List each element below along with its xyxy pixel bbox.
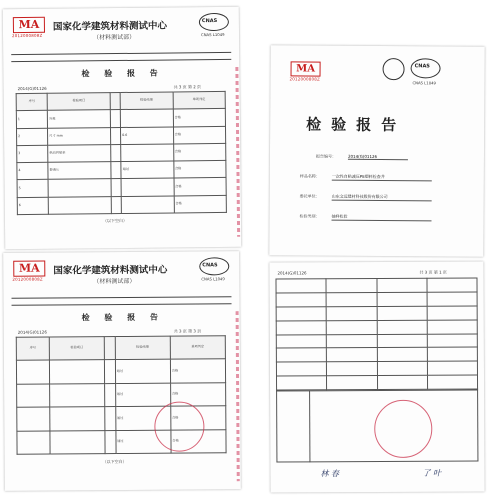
institute-name: 国家化学建筑材料测试中心 [52, 20, 168, 33]
cell: 5 [17, 180, 48, 198]
cma-logo: MA [13, 17, 45, 33]
report-page-2-top [3, 7, 242, 249]
cell: 合格 [173, 161, 226, 179]
report-title: 检验报告 [306, 115, 407, 135]
institute-name: 国家化学建筑材料测试中心 [53, 264, 168, 277]
inspection-seal-icon [374, 400, 432, 458]
cell: 通过 [115, 406, 170, 430]
results-table [16, 91, 227, 215]
cell: 合格 [171, 429, 226, 453]
cell [105, 383, 116, 406]
cell [17, 407, 50, 431]
cell [121, 144, 174, 162]
field-label: 委托单位： [299, 193, 320, 199]
cell: 6 [17, 197, 48, 215]
header-rule [11, 59, 231, 62]
col-header: 序号 [16, 93, 47, 111]
report-number: 2014(G)01126 [17, 329, 47, 335]
cell [49, 383, 104, 407]
cell [111, 144, 121, 161]
cell [121, 196, 174, 214]
header-rule [11, 296, 231, 298]
cell [105, 407, 116, 430]
page-number: 共 3 页 第 1 页 [419, 269, 447, 275]
cell: 通过 [115, 430, 170, 454]
report-title: 检 验 报 告 [81, 67, 164, 79]
cnas-number: CNAS L1049 [201, 276, 225, 282]
cell [110, 110, 120, 127]
cma-logo: MA [13, 261, 45, 277]
seam-stamp [236, 311, 240, 481]
signature-right: 了 叶 [422, 468, 442, 478]
col-header: 检验结果 [115, 336, 170, 360]
cell: 通过 [121, 161, 174, 179]
cell: 纵向回缩率 [48, 144, 111, 162]
cell: 静液压 [48, 162, 111, 180]
sample-info-table [275, 277, 478, 390]
cnas-text: CNAS [202, 262, 218, 269]
seam-stamp [235, 67, 240, 237]
cma-code: 2012000808Z [12, 32, 43, 39]
cell [17, 384, 50, 408]
cell [120, 109, 173, 127]
cell: 合格 [171, 406, 226, 430]
report-title: 检 验 报 告 [81, 311, 165, 323]
field-value: 抽样检验 [332, 214, 432, 222]
col-header: 单项判定 [173, 91, 226, 109]
cell [49, 360, 104, 384]
cell: 合格 [170, 383, 225, 407]
cell: 合格 [173, 126, 226, 144]
cell [48, 179, 111, 197]
signature-left: 林 春 [320, 469, 340, 479]
cma-code: 2012000808Z [289, 76, 320, 82]
institute-sub: （材料测试部） [93, 277, 136, 286]
cnas-number: CNAS L1049 [412, 80, 436, 86]
report-cover [269, 45, 484, 256]
field-value: 一次性自粘减压PE塑料检查井 [332, 174, 432, 182]
cma-code: 2012000808Z [12, 276, 43, 282]
cell [50, 430, 105, 454]
cell: 1 [16, 111, 47, 129]
cnas-text: CNAS [201, 17, 218, 25]
cell: 合格 [170, 359, 225, 383]
cell: 3 [17, 145, 48, 163]
inspection-seal-icon [154, 401, 204, 451]
cell: 通过 [115, 383, 170, 407]
cell [48, 196, 111, 214]
blank-note: （以下空白） [102, 217, 127, 224]
cell: 0.6 [121, 127, 174, 145]
cell [111, 196, 121, 213]
page-number: 共 3 页 第 2 页 [173, 84, 202, 90]
cma-logo: MA [291, 61, 321, 76]
header-rule [11, 52, 231, 55]
field-label: 样品名称： [299, 173, 320, 179]
table-row [17, 195, 226, 215]
col-header: 单项判定 [170, 336, 225, 360]
page-number: 共 3 页 第 3 页 [173, 328, 202, 334]
col-header [104, 337, 115, 360]
table-row [16, 109, 225, 128]
header-rule [12, 303, 232, 305]
col-header: 序号 [16, 337, 49, 361]
cell [111, 179, 121, 196]
report-page-3-bottom [3, 251, 241, 491]
ilac-mra-logo-icon [382, 58, 404, 80]
table-row [16, 126, 225, 145]
cell [16, 360, 49, 384]
report-number: 2014(G)01126 [277, 270, 307, 276]
table-row [17, 143, 226, 162]
cnas-text: CNAS [414, 63, 430, 70]
cell [111, 162, 121, 179]
col-header: 检验项目 [49, 337, 104, 361]
table-row [16, 359, 225, 384]
field-value: 山东文远建材科技股份有限公司 [332, 194, 432, 202]
cell: 合格 [174, 195, 227, 213]
field-label: 检验类别： [299, 213, 320, 219]
cell: 合格 [173, 109, 226, 127]
report-number-label: 报告编号： [315, 153, 336, 159]
blank-note: （以下空白） [102, 458, 127, 465]
table-row [17, 383, 226, 408]
table-row [17, 161, 226, 180]
cell [111, 127, 121, 144]
cell [17, 431, 50, 455]
col-header [110, 93, 120, 110]
cell [104, 360, 115, 383]
cell: 合格 [174, 178, 227, 196]
cell: 通过 [115, 360, 170, 384]
col-header: 检验结果 [120, 92, 173, 110]
cell: 4 [17, 162, 48, 180]
report-number: 2014(G)01126 [17, 85, 47, 92]
cell: 合格 [173, 143, 226, 161]
cell [121, 178, 174, 196]
col-header: 检验项目 [47, 93, 110, 111]
cell: 外观 [48, 110, 111, 128]
cnas-number: CNAS L1049 [201, 31, 225, 38]
report-number: 2014(G)01126 [348, 154, 408, 160]
institute-sub: （材料测试部） [93, 33, 136, 42]
cell: 2 [16, 128, 47, 146]
report-page-1 [269, 261, 484, 492]
cell: 尺寸 mm [48, 127, 111, 145]
cell [50, 407, 105, 431]
table-row [17, 178, 226, 197]
cell [105, 430, 116, 454]
